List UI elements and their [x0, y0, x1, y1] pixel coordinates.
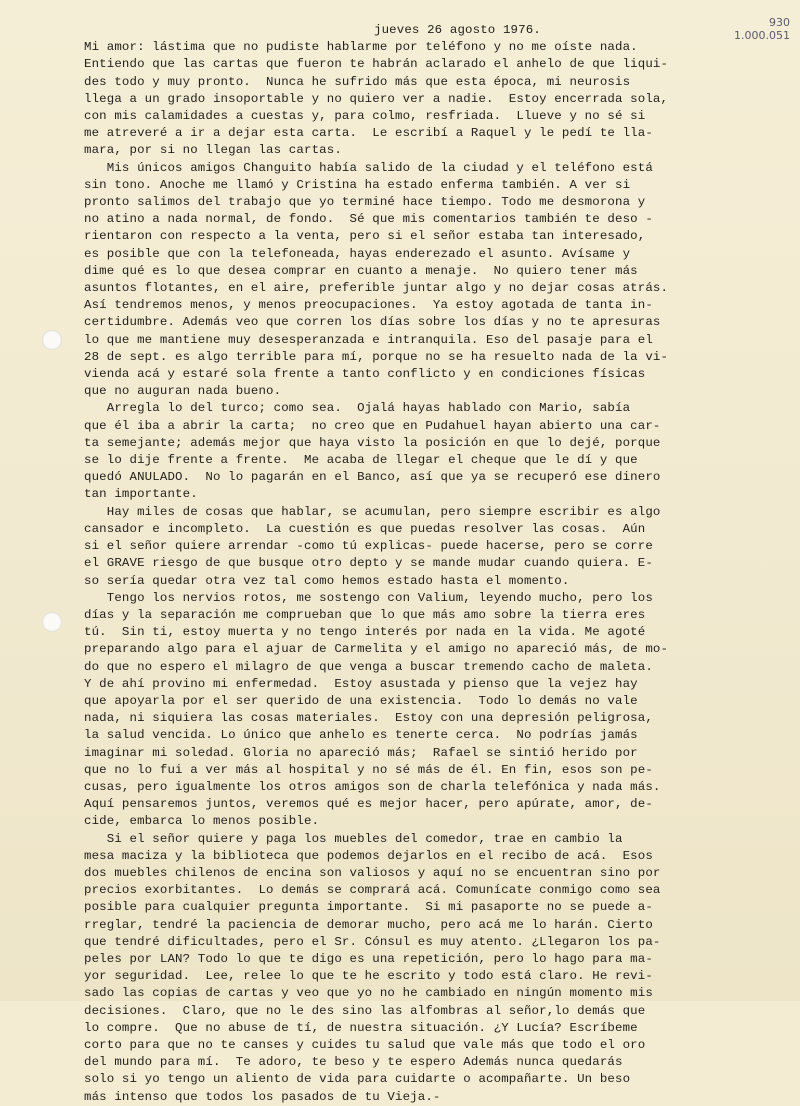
letter-line: pronto salimos del trabajo que yo terminé hace tiempo. Todo me desmorona y	[84, 195, 646, 210]
letter-line: no atino a nada normal, de fondo. Sé que mis comentarios también te deso -	[84, 212, 653, 227]
letter-line: sin tono. Anoche me llamó y Cristina ha estado enferma también. A ver si	[84, 177, 631, 192]
letter-line: sado las copias de cartas y veo que yo no he cambiado en ningún momento mis	[84, 986, 653, 1001]
letter-line: solo si yo tengo un aliento de vida para cuidarte o acompañarte. Un beso	[84, 1072, 631, 1087]
letter-line: posible para cualquier pregunta importante. Si mi pasaporte no se puede a-	[84, 900, 653, 915]
punch-hole-upper	[42, 330, 62, 350]
letter-line: nada, ni siquiera las cosas materiales. Estoy con una depresión peligrosa,	[84, 711, 653, 726]
letter-line: Si el señor quiere y paga los muebles del comedor, trae en cambio la	[84, 831, 623, 846]
letter-line: Así tendremos menos, y menos preocupaciones. Ya estoy agotada de tanta in-	[84, 298, 653, 313]
letter-line: preparando algo para el ajuar de Carmelita y el amigo no apareció más, de mo-	[84, 642, 669, 657]
letter-line: quedó ANULADO. No lo pagarán en el Banco, así que ya se recuperó ese dinero	[84, 470, 661, 485]
letter-line: que tendré dificultades, pero el Sr. Cónsul es muy atento. ¿Llegaron los pa-	[84, 934, 661, 949]
letter-line: Y de ahí provino mi enfermedad. Estoy asustada y pienso que la vejez hay	[84, 676, 638, 691]
letter-paragraph	[84, 160, 784, 401]
letter-date: jueves 26 agosto 1976.	[374, 23, 541, 37]
punch-hole-lower	[42, 612, 62, 632]
letter-line: la salud vencida. Lo único que anhelo es tenerte cerca. No podrías jamás	[84, 728, 638, 743]
letter-paragraph	[84, 831, 784, 1106]
letter-line: cusas, pero igualmente los otros amigos son de charla telefónica y nada más.	[84, 779, 661, 794]
letter-line: des todo y muy pronto. Nunca he sufrido más que esta época, mi neurosis	[84, 74, 631, 89]
letter-line: Arregla lo del turco; como sea. Ojalá hayas hablado con Mario, sabía	[84, 401, 631, 416]
letter-paragraph	[84, 590, 784, 831]
letter-line: peles por LAN? Todo lo que te digo es una repetición, pero lo hago para ma-	[84, 951, 653, 966]
letter-paragraph	[84, 504, 784, 590]
letter-line: rreglar, tendré la paciencia de demorar mucho, pero acá me lo harán. Cierto	[84, 917, 653, 932]
letter-paragraph	[84, 400, 784, 503]
letter-line: llega a un grado insoportable y no quiero ver a nadie. Estoy encerrada sola,	[84, 91, 669, 106]
letter-line: decisiones. Claro, que no le des sino las alfombras al señor,lo demás que	[84, 1003, 646, 1018]
letter-line: con mis calamidades a cuestas y, para colmo, resfriada. Llueve y no sé si	[84, 109, 646, 124]
letter-line: lo compre. Que no abuse de tí, de nuestra situación. ¿Y Lucía? Escríbeme	[84, 1020, 638, 1035]
letter-line: me atreveré a ir a dejar esta carta. Le escribí a Raquel y le pedí te lla-	[84, 126, 653, 141]
letter-line: Entiendo que las cartas que fueron te habrán aclarado el anhelo de que liqui-	[84, 57, 669, 72]
letter-line: tan importante.	[84, 487, 198, 502]
letter-line: vienda acá y estaré sola frente a tanto conflicto y en condiciones físicas	[84, 367, 646, 382]
letter-line: dos muebles chilenos de encina son valiosos y aquí no se encuentran sino por	[84, 865, 661, 880]
letter-line: más intenso que todos los pasados de tu Vieja.-	[84, 1089, 441, 1104]
letter-line: se lo dije frente a frente. Me acaba de llegar el cheque que le dí y que	[84, 453, 638, 468]
letter-line: el GRAVE riesgo de que busque otro depto y se mande mudar cuando quiera. E-	[84, 556, 653, 571]
letter-line: del mundo para mí. Te adoro, te beso y te espero Además nunca quedarás	[84, 1055, 623, 1070]
letter-line: Mis únicos amigos Changuito había salido de la ciudad y el teléfono está	[84, 160, 653, 175]
letter-line: mara, por si no llegan las cartas.	[84, 143, 342, 158]
letter-line: lo que me mantiene muy desesperanzada e intranquila. Eso del pasaje para el	[84, 332, 653, 347]
letter-line: cansador e incompleto. La cuestión es que puedas resolver las cosas. Aún	[84, 521, 646, 536]
letter-paragraphs	[84, 39, 784, 1106]
letter-line: so sería quedar otra vez tal como hemos estado hasta el momento.	[84, 573, 570, 588]
letter-line: dime qué es lo que desea comprar en cuanto a menaje. No quiero tener más	[84, 263, 638, 278]
letter-line: mesa maciza y la biblioteca que podemos dejarlos en el recibo de acá. Esos	[84, 848, 653, 863]
letter-line: Tengo los nervios rotos, me sostengo con Valium, leyendo mucho, pero los	[84, 590, 653, 605]
letter-paragraph	[84, 39, 784, 159]
letter-line: si el señor quiere arrendar -como tú explicas- puede hacerse, pero se corre	[84, 539, 653, 554]
archive-number-bottom: 1.000.051	[734, 29, 790, 42]
letter-line: cide, embarca lo menos posible.	[84, 814, 320, 829]
letter-line: do que no espero el milagro de que venga a buscar tremendo cacho de maleta.	[84, 659, 653, 674]
archive-number-top: 930	[769, 16, 790, 29]
letter-line: rientaron con respecto a la venta, pero si el señor estaba tan interesado,	[84, 229, 646, 244]
letter-line: tú. Sin ti, estoy muerta y no tengo interés por nada en la vida. Me agoté	[84, 625, 646, 640]
letter-line: Hay miles de cosas que hablar, se acumulan, pero siempre escribir es algo	[84, 504, 661, 519]
letter-line: que apoyarla por el ser querido de una existencia. Todo lo demás no vale	[84, 693, 638, 708]
letter-line: que él iba a abrir la carta; no creo que en Pudahuel hayan abierto una car-	[84, 418, 661, 433]
letter-line: Aquí pensaremos juntos, veremos qué es mejor hacer, pero apúrate, amor, de-	[84, 797, 653, 812]
letter-line: certidumbre. Además veo que corren los días sobre los días y no te apresuras	[84, 315, 661, 330]
letter-line: días y la separación me comprueban que lo que más amo sobre la tierra eres	[84, 607, 646, 622]
letter-line: 28 de sept. es algo terrible para mí, porque no se ha resuelto nada de la vi-	[84, 349, 669, 364]
letter-line: precios exorbitantes. Lo demás se comprará acá. Comunícate conmigo como sea	[84, 883, 661, 898]
letter-line: yor seguridad. Lee, relee lo que te he escrito y todo está claro. He revi-	[84, 969, 653, 984]
letter-line: que no auguran nada bueno.	[84, 384, 282, 399]
letter-line: ta semejante; además mejor que haya visto la posición en que lo dejé, porque	[84, 435, 661, 450]
letter-line: corto para que no te canses y cuides tu salud que vale más que todo el oro	[84, 1037, 646, 1052]
letter-line: que no lo fui a ver más al hospital y no sé más de él. En fin, esos son pe-	[84, 762, 653, 777]
letter-line: es posible que con la telefoneada, hayas enderezado el asunto. Avísame y	[84, 246, 631, 261]
letter-line: Mi amor: lástima que no pudiste hablarme por teléfono y no me oíste nada.	[84, 40, 638, 55]
letter-line: imaginar mi soledad. Gloria no apareció más; Rafael se sintió herido por	[84, 745, 638, 760]
letter-line: asuntos flotantes, en el aire, preferible juntar algo y no dejar cosas atrás.	[84, 281, 669, 296]
letter-body	[84, 22, 784, 1106]
